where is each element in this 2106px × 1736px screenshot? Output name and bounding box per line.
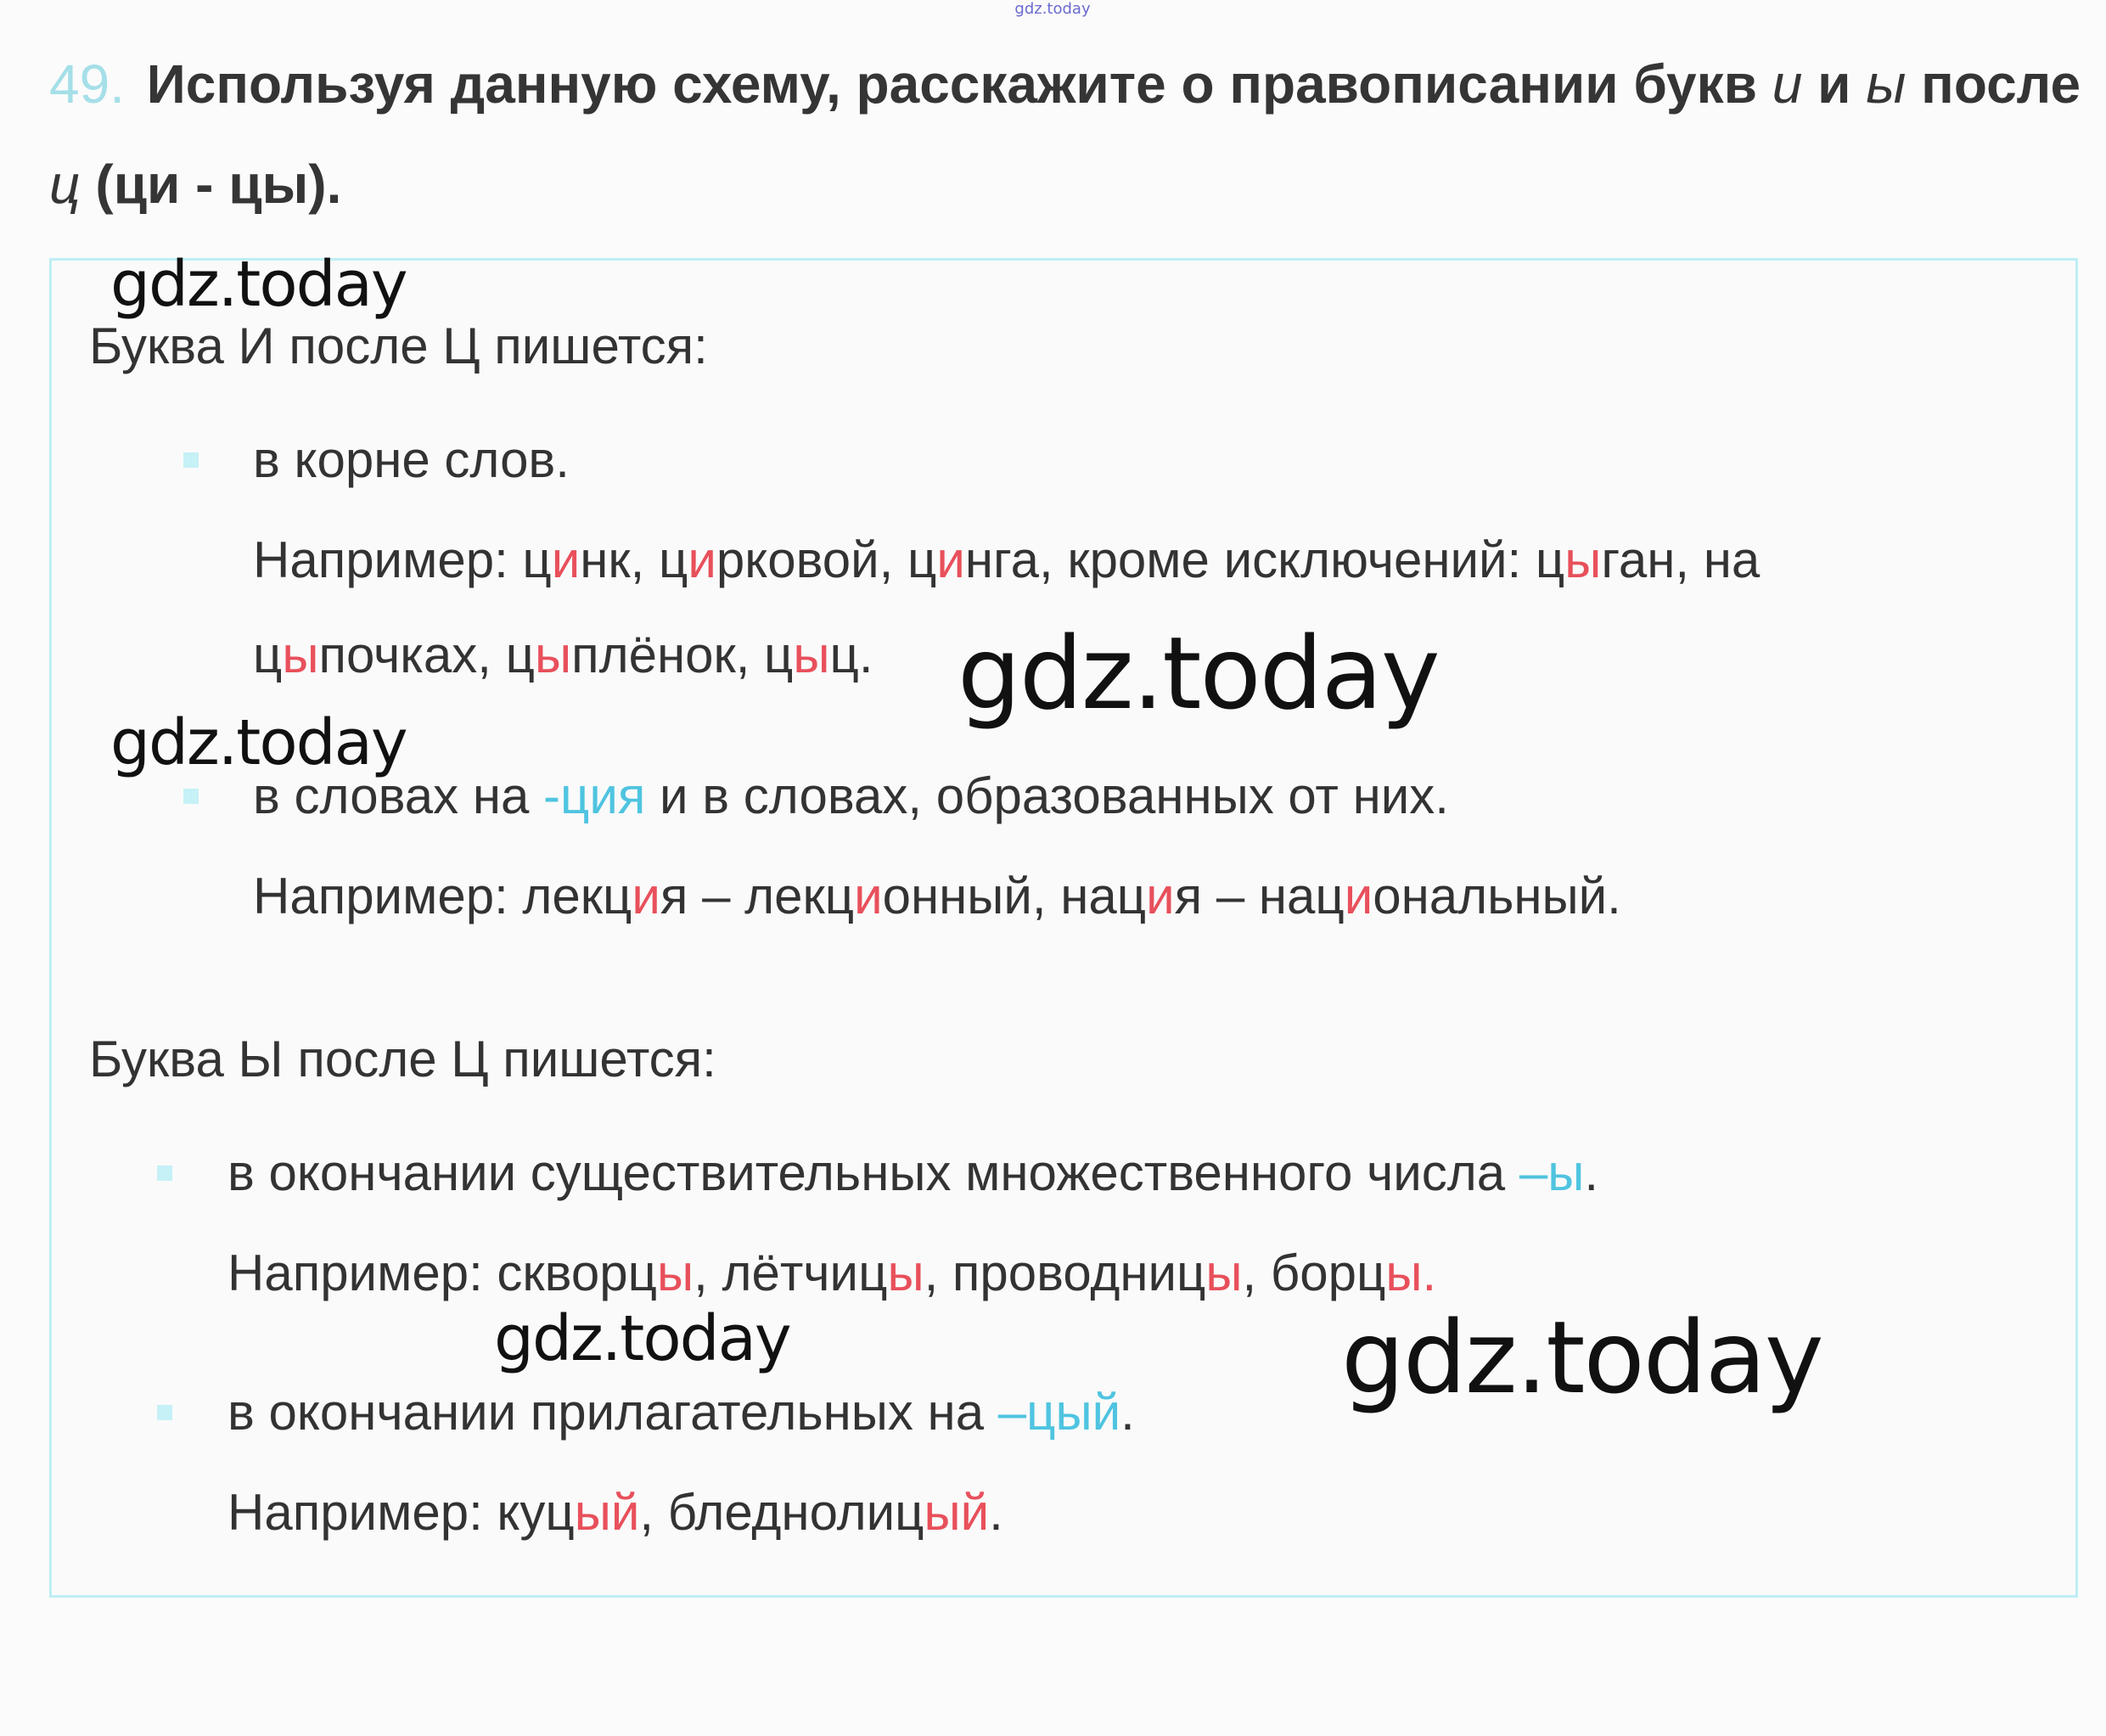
watermark: gdz.today [110,248,407,321]
bullet-marker [183,452,199,468]
rule-y-nouns-example: Например: скворцы, лётчицы, проводницы, борцы. [227,1244,1437,1301]
rule-i-root-example: Например: цинк, цирковой, цинга, кроме исключений: цыган, на [253,531,1761,588]
task-conj: и [1817,53,1851,115]
rule-i-tsiya-example: Например: лекция – лекционный, нация – национальный. [253,868,1621,924]
section-y-heading: Буква Ы после Ц пишется: [89,1031,716,1087]
watermark: gdz.today [110,706,407,779]
letter-y: ы [1866,53,1907,115]
bullet-marker [157,1166,172,1181]
rule-i-tsiya: в словах на -ция и в словах, образованных от них. [253,767,1449,824]
task-text-2: после [1921,53,2081,115]
rule-i-root-example-cont: цыпочках, цыплёнок, цыц. [253,626,873,683]
letter-i: и [1772,53,1803,115]
rule-y-adjectives-example: Например: куцый, бледнолицый. [227,1484,1003,1541]
watermark: gdz.today [1341,1299,1822,1416]
task-text-3: (ци - цы). [95,154,342,215]
bullet-marker [157,1405,172,1420]
watermark: gdz.today [494,1302,790,1375]
rule-i-root: в корне слов. [253,431,570,488]
task-statement [49,34,2086,234]
watermark: gdz.today [958,615,1439,732]
task-text: Используя данную схему, расскажите о правописании букв [146,53,1757,115]
letter-ts: ц [49,154,81,215]
rule-y-adjectives: в окончании прилагательных на –цый. [227,1384,1135,1441]
task-number: 49. [49,53,125,115]
bullet-marker [183,789,199,804]
section-i-heading: Буква И после Ц пишется: [89,317,708,374]
top-watermark: gdz.today [1014,0,1091,18]
rule-y-nouns: в окончании существительных множественного числа –ы. [227,1144,1598,1201]
